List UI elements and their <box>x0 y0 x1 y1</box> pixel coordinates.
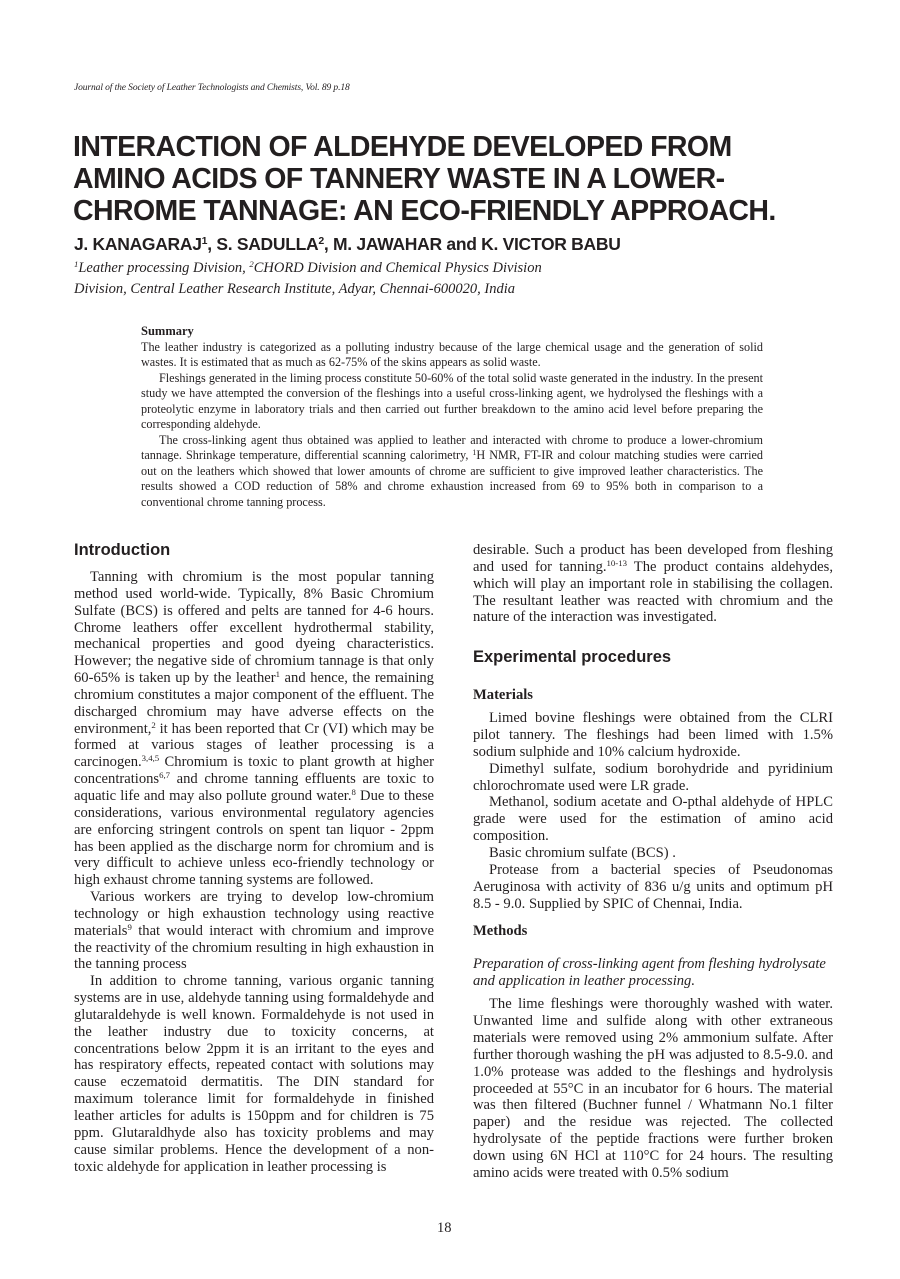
body-paragraph: desirable. Such a product has been developed from fleshing and used for tanning.$^{10-13}$ The product contains aldehydes, which will play an important role in stabilising the collagen. The resultant leather was reacted with chromium and the nature of the interaction was investigated. <box>473 542 833 626</box>
subsection-heading-methods: Methods <box>473 923 528 940</box>
author-name: , M. JAWAHAR and K. VICTOR BABU <box>323 234 621 254</box>
summary-paragraph: Fleshings generated in the liming process constitute 50-60% of the total solid waste generated in the industry. In the present study we have attempted the conversion of the fleshings into a useful cross-linking agent, we hydrolysed the fleshings with a proteolytic enzyme in laboratory trials and then carried out further breakdown to the amino acid level before preparing the corresponding aldehyde. <box>141 370 763 431</box>
body-paragraph: Methanol, sodium acetate and O-pthal aldehyde of HPLC grade were used for the estimation of amino acid composition. <box>473 794 833 845</box>
author-list <box>74 234 621 255</box>
body-paragraph: Various workers are trying to develop low-chromium technology or high exhaustion technology using reactive materials$^9$ that would interact with chromium and improve the reactivity of the chromium resulting in high exhaustion in the tanning process <box>74 889 434 973</box>
citation: 9 <box>127 921 132 932</box>
citation: 8 <box>351 787 356 798</box>
citation: 1 <box>275 669 280 680</box>
method-subheading: Preparation of cross-linking agent from fleshing hydrolysate and application in leather processing. <box>473 956 826 990</box>
left-column <box>74 540 434 1175</box>
affiliations <box>74 258 542 300</box>
affiliation-text: Leather processing Division, <box>78 260 250 276</box>
summary-paragraph: The leather industry is categorized as a polluting industry because of the large chemical usage and the generation of solid wastes. It is estimated that as much as 62-75% of the skins appears as solid waste. <box>141 339 763 369</box>
body-paragraph: In addition to chrome tanning, various organic tanning systems are in use, aldehyde tanning using formaldehyde and glutaraldehyde is well known. Formaldehyde is not used in the leather industry due to toxicity concerns, at concentrations below 2ppm it is an irritant to the eyes and has respiratory effects, repeated contact with solutions may cause eczematoid dermatitis. The DIN standard for maximum tolerance limit for formaldehyde in finished leather articles for adults is 150ppm and for children is 75 ppm. Glutaraldhyde also has toxicity problems and may cause similar problems. Hence the development of a non-toxic aldehyde for application in leather processing is <box>74 973 434 1175</box>
body-paragraph: Protease from a bacterial species of Pseudonomas Aeruginosa with activity of 836 u/g units and optimum pH 8.5 - 9.0. Supplied by SPIC of Chennai, India. <box>473 861 833 912</box>
title-line: AMINO ACIDS OF TANNERY WASTE IN A LOWER- <box>73 163 725 195</box>
section-heading-introduction: Introduction <box>74 541 171 559</box>
citation: 2 <box>151 719 156 730</box>
citation: 3,4,5 <box>141 753 160 764</box>
affiliation-marker: 2 <box>318 235 324 248</box>
section-heading-experimental: Experimental procedures <box>473 648 672 667</box>
right-column <box>473 542 833 1182</box>
author-name: J. KANAGARAJ <box>74 234 202 254</box>
summary-heading: Summary <box>141 324 194 338</box>
running-head: Journal of the Society of Leather Technologists and Chemists, Vol. 89 p.18 <box>74 83 350 93</box>
affiliation-marker: 2 <box>249 259 254 270</box>
citation: 10-13 <box>606 558 627 569</box>
article-title <box>73 131 833 227</box>
summary-abstract <box>141 324 763 510</box>
body-paragraph: Tanning with chromium is the most popular tanning method used world-wide. Typically, 8% Basic Chromium Sulfate (BCS) is offered and pelts are tanned for 4-6 hours. Chrome leathers offer excellent hydrothermal stability, mechanical properties and good dyeing characteristics. However; the negative side of chromium tannage is that only 60-65% is taken up by the leather$^1$ and hence, the remaining chromium constitutes a major component of the effluent. The discharged chromium may have adverse effects on the environment,$^2$ it has been reported that Cr (VI) which may be formed at various stages of leather processing is a carcinogen.$^{3,4,5}$ Chromium is toxic to plant growth at higher concentrations$^{6,7}$ and chrome tanning effluents are toxic to aquatic life and may also pollute ground water.$^8$ Due to these considerations, various environmental regulatory agencies are enforcing stringent controls on spent tan liquor - 2ppm has been applied as the discharge norm for chromium and is very difficult to achieve unless eco-friendly technology or high exhaust chrome tanning systems are followed. <box>74 569 434 889</box>
author-name: , S. SADULLA <box>207 234 319 254</box>
affiliation-marker: 1 <box>74 259 79 270</box>
affiliation-marker: 1 <box>201 235 208 248</box>
affiliation-line <box>74 258 542 279</box>
body-paragraph: Dimethyl sulfate, sodium borohydride and pyridinium chlorochromate used were LR grade. <box>473 760 833 794</box>
citation: 6,7 <box>159 770 171 781</box>
affiliation-text: CHORD Division and Chemical Physics Division <box>253 260 542 276</box>
title-line: INTERACTION OF ALDEHYDE DEVELOPED FROM <box>73 131 732 163</box>
subsection-heading-materials: Materials <box>473 687 533 704</box>
title-line: CHROME TANNAGE: AN ECO-FRIENDLY APPROACH. <box>73 195 776 227</box>
page-number: 18 <box>437 1220 452 1236</box>
body-paragraph: Basic chromium sulfate (BCS) . <box>489 844 676 861</box>
summary-paragraph: The cross-linking agent thus obtained was applied to leather and interacted with chrome to produce a lower-chromium tannage. Shrinkage temperature, differential scanning calorimetry, $^1$H NMR, FT-IR and colour matching studies were carried out on the leathers which showed that lower amounts of chrome are sufficient to give improved leather characteristics. The results showed a COD reduction of 58% and chrome exhaustion increased from 69 to 95% both in comparison to a conventional chrome tanning process. <box>141 432 763 509</box>
body-paragraph: The lime fleshings were thoroughly washed with water. Unwanted lime and sulfide along with other extraneous materials were removed using 2% ammonium sulfate. After further thorough washing the pH was adjusted to 8.5-9.0. and 1.0% protease was added to the fleshings and hydrolysis proceeded at 55°C in an incubator for 6 hours. The material was then filtered (Buchner funnel / Whatmann No.1 filter paper) and the residue was rejected. The collected hydrolysate of the peptide fractions were further broken down using 6N HCl at 110°C for 24 hours. The resulting amino acids were treated with 0.5% sodium <box>473 996 833 1181</box>
affiliation-line: Division, Central Leather Research Institute, Adyar, Chennai-600020, India <box>74 281 515 297</box>
body-paragraph: Limed bovine fleshings were obtained from the CLRI pilot tannery. The fleshings had been limed with 1.5% sodium sulphide and 10% calcium hydroxide. <box>473 710 833 760</box>
